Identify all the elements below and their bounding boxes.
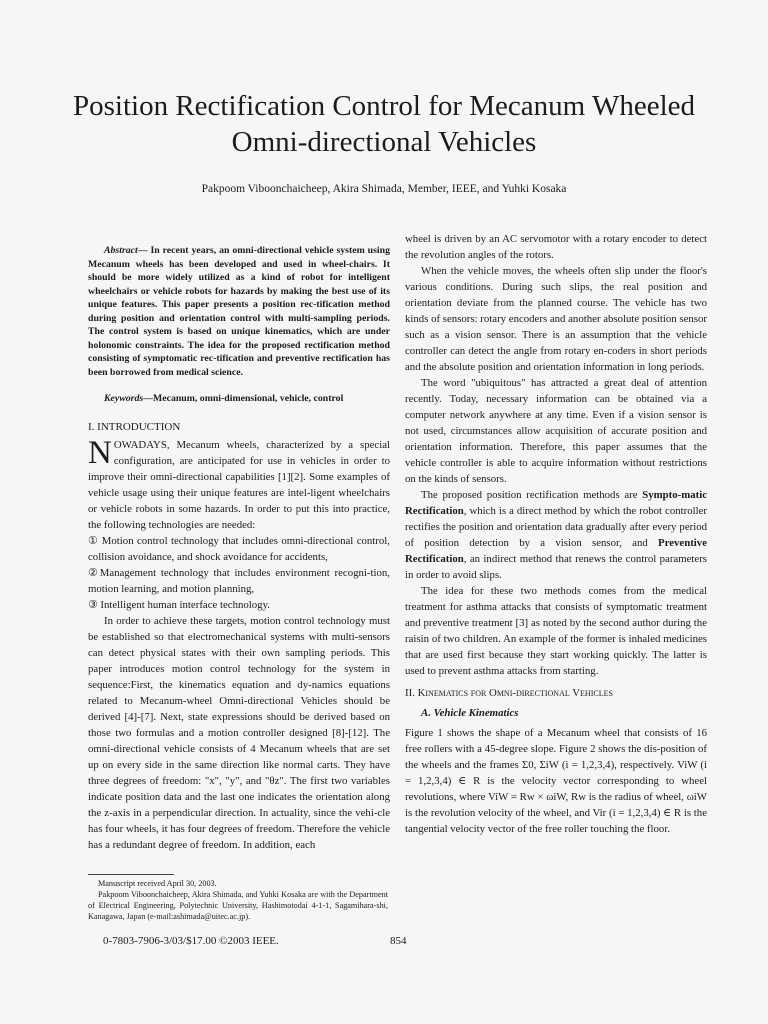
- list-item: ③ Intelligent human interface technology.: [88, 599, 270, 611]
- keywords-label: Keywords: [104, 393, 144, 404]
- abstract: [88, 244, 390, 379]
- copyright-line: 0-7803-7906-3/03/$17.00 ©2003 IEEE.: [103, 935, 279, 947]
- left-column: [88, 238, 390, 853]
- paper-title: Position Rectification Control for Mecanum Wheeled Omni-directional Vehicles: [72, 90, 695, 158]
- intro-text-1: OWADAYS, Mecanum wheels, characterized by a special configuration, are anticipated for use in vehicles in order to improve their omni-directional capabilities [1][2]. Some examples of vehicle usage using their unique features are intel-ligent wheelchairs or vehicle robots in some hazards. In order to put this into practice, the following technologies are needed:: [88, 439, 390, 531]
- right-column: [405, 231, 707, 837]
- text-run: , which is a direct method by which the robot controller rectifies the position and orientation data gradually after every period of position detection by a vision sensor, and: [405, 505, 707, 549]
- author-list: Pakpoom Viboonchaicheep, Akira Shimada, Member, IEEE, and Yuhki Kosaka: [201, 183, 567, 195]
- footnote-divider: [88, 874, 174, 875]
- section-heading-introduction: I. INTRODUCTION: [88, 421, 181, 433]
- right-paragraph-6: Figure 1 shows the shape of a Mecanum wheel that consists of 16 free rollers with a 45-degree slope. Figure 2 shows the dis-position of the wheels and the frames Σ0, ΣiW (i = 1,2,3,4), respectively. ViW (i = 1,2,3,4) ∈ R is the velocity vector corresponding to wheel revolutions, where ViW = Rw × ωiW, Rw is the radius of wheel, ωiW is the revolution velocity of the wheel, and Vir (i = 1,2,3,4) ∈ R is the tangential velocity vector of the free roller touching the floor.: [405, 727, 707, 835]
- subsection-heading-vehicle-kinematics: A. Vehicle Kinematics: [421, 707, 519, 719]
- term-preventive-rectification: Preventive Rectification: [405, 537, 707, 565]
- keywords: [88, 391, 390, 407]
- list-item: ① Motion control technology that includes omni-directional control, collision avoidance, and shock avoidance for accidents,: [88, 535, 390, 563]
- abstract-text: — In recent years, an omni-directional vehicle system using Mecanum wheels has been developed and used in wheel-chairs. It should be more widely utilized as a kind of robot for intelligent wheelchairs or vehicle robots for hazards by making the best use of its unique features. This paper presents a position rec-tification method during position and orientation control with multi-sampling periods. The control system is based on unique kinematics, which are under holonomic constraints. The idea for the proposed rectification method consisting of symptomatic rec-tification and preventive rectification has been borrowed from medical science.: [88, 245, 390, 378]
- right-paragraph-5: The idea for these two methods comes from the medical treatment for asthma attacks that consists of symptomatic treatment and preventive treatment [3] as noted by the second author during the raisin of two children. An example of the former is inhaled medicines that are used first because they start working quickly. The latter is used to prevent asthma attacks from starting.: [405, 585, 707, 677]
- text-run: , an indirect method that renews the control parameters in order to avoid slips.: [405, 553, 707, 581]
- keywords-text: —Mecanum, omni-dimensional, vehicle, control: [143, 393, 344, 404]
- footnote: [88, 878, 388, 922]
- footnote-received: Manuscript received April 30, 2003.: [98, 879, 217, 888]
- drop-cap: N: [88, 435, 112, 471]
- abstract-label: Abstract: [104, 245, 138, 256]
- intro-paragraph-2: In order to achieve these targets, motion control technology must be established so that electromechanical systems with multi-sensors can detect physical states with their own sampling periods. This paper introduces motion control technology for the system in sequence:First, the kinematics equation and dy-namics equations related to Mecanum-wheel Omni-directional Vehicles should be derived [4]-[7]. Next, state expressions should be derived based on those two formulas and a motion controller designed [8]-[12]. The omni-directional vehicle consists of 4 Mecanum wheels that are set up on every side in the same direction like normal carts. They have three degrees of freedom: "x", "y", and "θz". The first two variables indicate position data and the last one indicates the orientation along the z-axis in a perpendicular direction. In actuality, since the vehi-cle has four wheels, it has four degrees of freedom. Therefore the vehicle has a redundant degree of freedom. In addition, each: [88, 615, 390, 851]
- right-paragraph-3: The word "ubiquitous" has attracted a great deal of attention recently. Today, necessary information can be obtained via a computer network anywhere at any time. Even if a vision sensor is not used, circumstances allow acquisition of accurate position and orientation information. Therefore, this paper assumes that the vehicle controller is able to acquire information without restrictions on the kinds of sensors.: [405, 377, 707, 485]
- right-paragraph-2: When the vehicle moves, the wheels often slip under the floor's various conditions. During such slips, the real position and orientation deviate from the planned course. The vehicle has two kinds of sensors: rotary encoders and another absolute position sensor such as a vision sensor. There is an assumption that the vehicle controller can detect the angle from rotary en-coders in short periods and the absolute position and orientation information in long periods.: [405, 265, 707, 373]
- right-paragraph-1: wheel is driven by an AC servomotor with a rotary encoder to detect the revolution angles of the rotors.: [405, 233, 707, 261]
- right-paragraph-4: [405, 487, 707, 583]
- footnote-affiliation: Pakpoom Viboonchaicheep, Akira Shimada, and Yuhki Kosaka are with the Department of Electrical Engineering, Polytechnic University, Hashimotodai 4-1-1, Sagamihara-shi, Kanagawa, Japan (e-mail:ashimada@uitec.ac.jp).: [88, 890, 388, 921]
- list-item: ②Management technology that includes environment recogni-tion, motion learning, and motion planning,: [88, 567, 390, 595]
- term-symptomatic-rectification: Sympto-matic Rectification: [405, 489, 707, 517]
- section-heading-kinematics: II. Kinematics for Omni-directional Vehicles: [405, 687, 613, 699]
- page-number: 854: [390, 935, 407, 947]
- text-run: The proposed position rectification methods are: [421, 489, 643, 501]
- intro-paragraph-1: [88, 437, 390, 533]
